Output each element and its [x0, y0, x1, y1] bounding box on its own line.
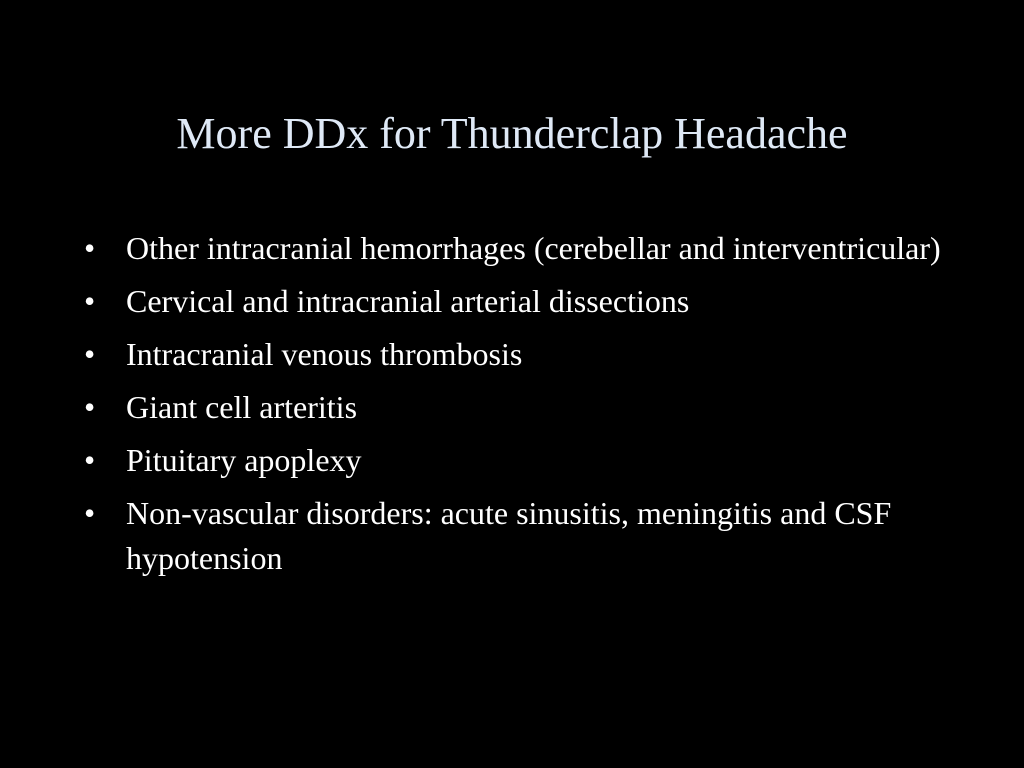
bullet-list — [84, 226, 964, 589]
bullet-text: Other intracranial hemorrhages (cerebellar and interventricular) — [126, 230, 941, 266]
slide-title: More DDx for Thunderclap Headache — [176, 109, 848, 158]
bullet-icon: • — [84, 442, 96, 478]
bullet-icon: • — [84, 336, 96, 372]
bullet-text: Cervical and intracranial arterial dissections — [126, 283, 690, 319]
bullet-item — [84, 332, 964, 377]
bullet-text: Giant cell arteritis — [126, 389, 358, 425]
bullet-item — [84, 385, 964, 430]
bullet-icon: • — [84, 495, 96, 531]
bullet-icon: • — [84, 389, 96, 425]
bullet-item — [84, 279, 964, 324]
bullet-text: Intracranial venous thrombosis — [126, 336, 523, 372]
bullet-item — [84, 491, 964, 581]
bullet-text: Non-vascular disorders: acute sinusitis, meningitis and CSF hypotension — [126, 495, 892, 576]
bullet-icon: • — [84, 283, 96, 319]
bullet-item — [84, 226, 964, 271]
bullet-text: Pituitary apoplexy — [126, 442, 362, 478]
bullet-icon: • — [84, 230, 96, 266]
bullet-item — [84, 438, 964, 483]
